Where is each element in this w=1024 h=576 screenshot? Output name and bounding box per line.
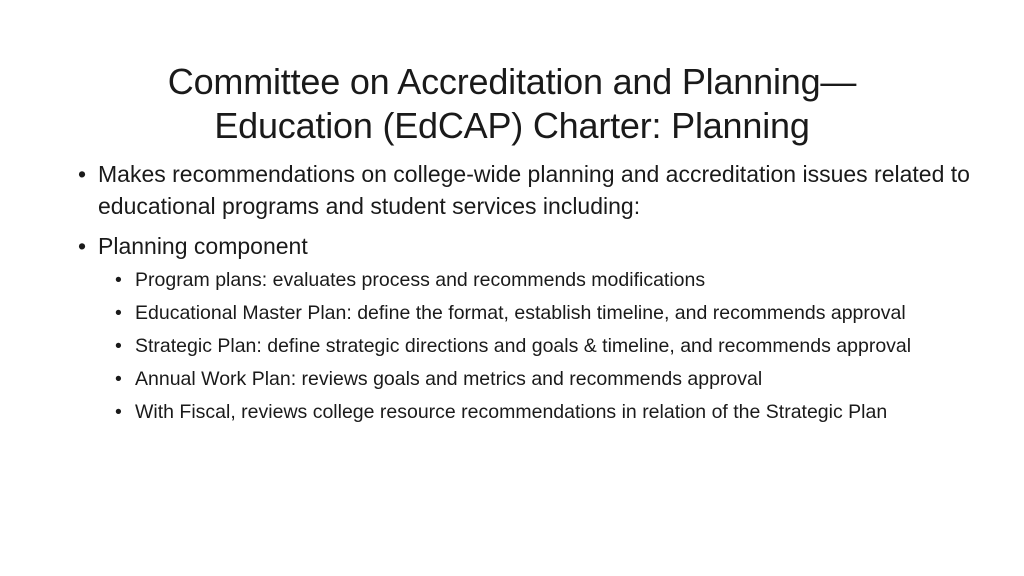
sub-bullet-list	[115, 266, 978, 426]
slide-body	[78, 158, 978, 434]
sub-item-strategic-plan	[115, 332, 978, 360]
list-item-text: Planning component	[98, 233, 308, 259]
sub-item-educational-master-plan	[115, 299, 978, 327]
sub-item-fiscal	[115, 398, 978, 426]
sub-item-text: Educational Master Plan: define the format, establish timeline, and recommends approval	[135, 302, 906, 324]
bullet-icon: •	[115, 368, 122, 390]
bullet-icon: •	[115, 302, 122, 324]
bullet-icon: •	[78, 233, 87, 259]
list-item-recommendations	[78, 158, 978, 222]
sub-item-text: Program plans: evaluates process and recommends modifications	[135, 269, 706, 291]
list-item-text: Makes recommendations on college-wide planning and accreditation issues related to educational programs and student services including:	[98, 161, 970, 219]
sub-item-program-plans	[115, 266, 978, 294]
title-line-2: Education (EdCAP) Charter: Planning	[214, 105, 810, 147]
bullet-icon: •	[78, 161, 87, 187]
bullet-list	[78, 158, 978, 426]
list-item-planning-component	[78, 230, 978, 426]
slide-title	[60, 60, 964, 148]
sub-item-annual-work-plan	[115, 365, 978, 393]
bullet-icon: •	[115, 269, 122, 291]
sub-item-text: Annual Work Plan: reviews goals and metrics and recommends approval	[135, 368, 763, 390]
sub-item-text: With Fiscal, reviews college resource recommendations in relation of the Strategic Plan	[135, 401, 888, 423]
bullet-icon: •	[115, 401, 122, 423]
sub-item-text: Strategic Plan: define strategic directions and goals & timeline, and recommends approval	[135, 335, 912, 357]
title-line-1: Committee on Accreditation and Planning—	[167, 61, 857, 103]
bullet-icon: •	[115, 335, 122, 357]
